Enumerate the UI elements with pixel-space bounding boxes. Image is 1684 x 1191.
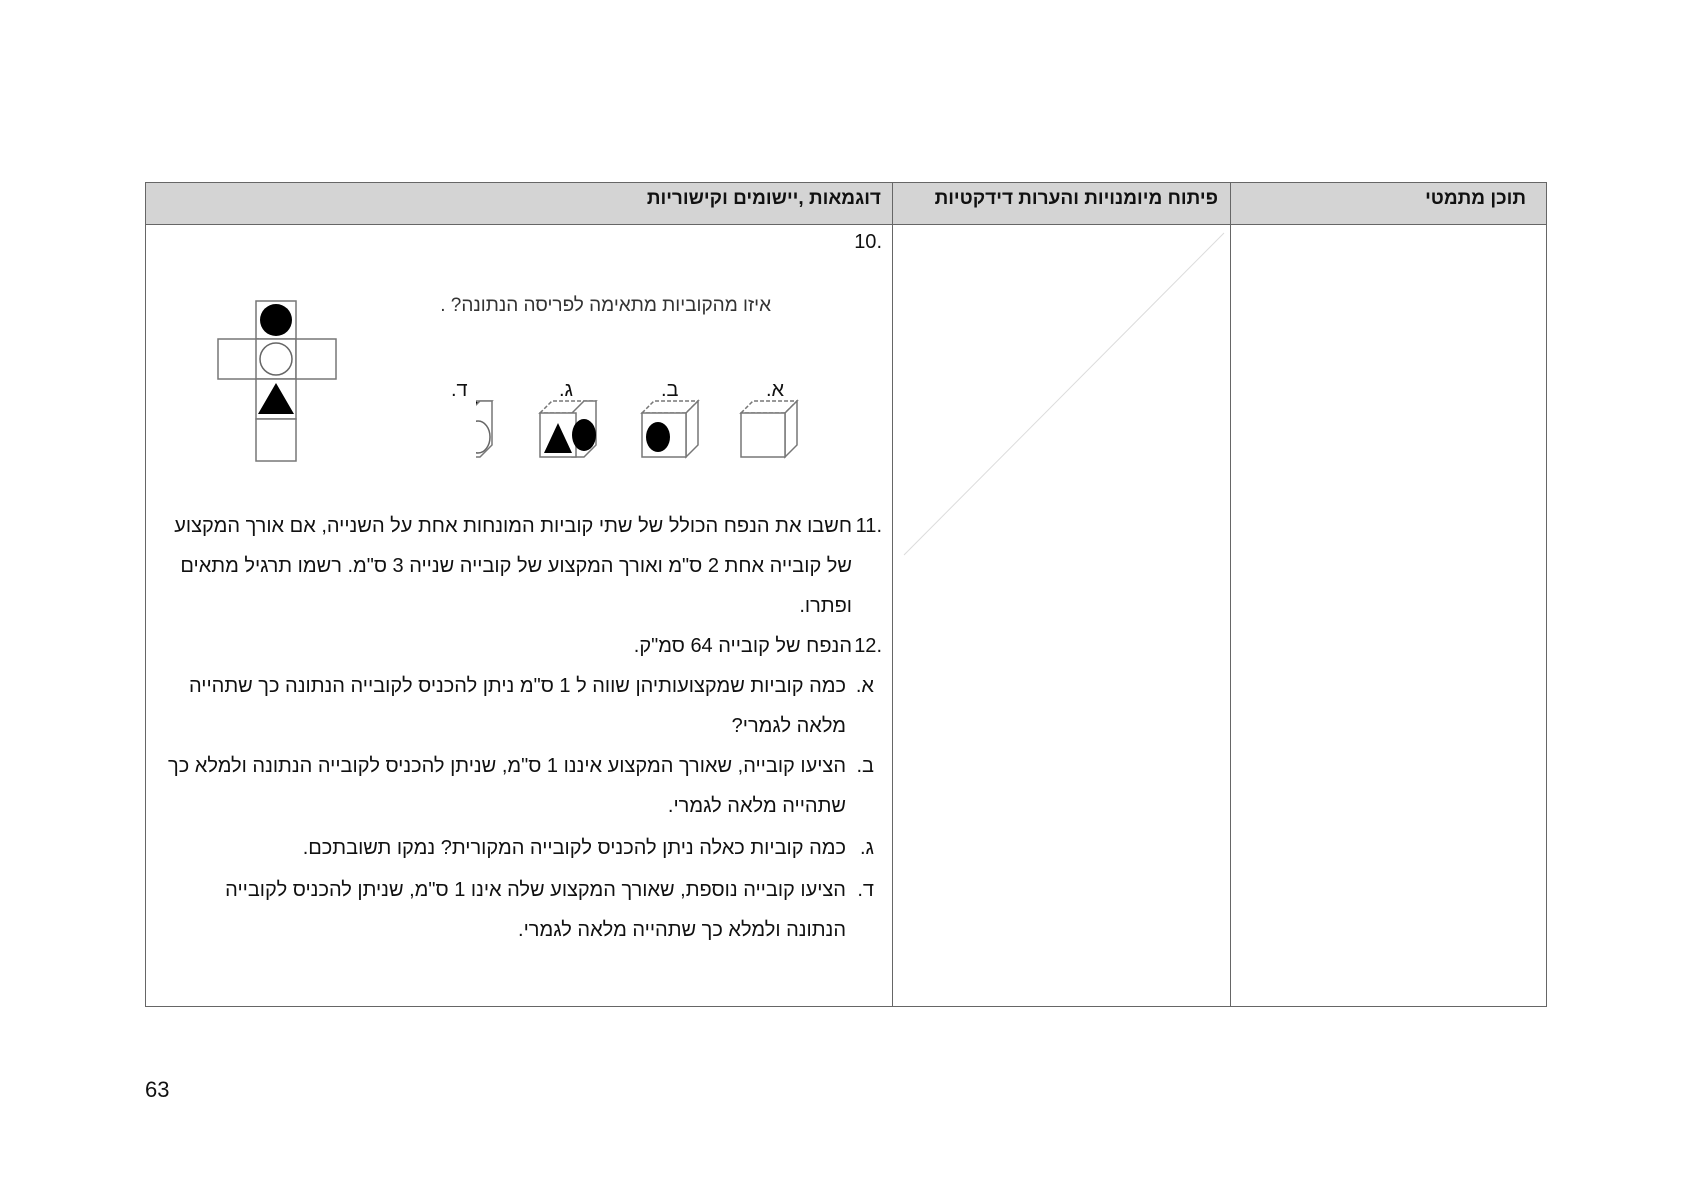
question-12-item-d-line-2: הנתונה ולמלא כך שתהייה מלאה לגמרי. — [518, 919, 846, 941]
question-10-text: איזו מהקוביות מתאימה לפריסה הנתונה? . — [440, 295, 771, 316]
cube-options-diagram — [476, 393, 826, 473]
cube-option-c — [540, 401, 596, 457]
question-12-item-d-line-1: הציעו קובייה נוספת, שאורך המקצוע שלה אינו 1 ס"מ, שניתן להכניס לקובייה — [225, 879, 846, 901]
page-number: 63 — [145, 1077, 170, 1102]
question-12-item-b-mark: ב. — [856, 755, 874, 777]
table-header-row — [146, 183, 1546, 225]
option-label-a: א. — [766, 379, 785, 401]
option-label-b: ב. — [661, 379, 679, 401]
question-12-item-c-line-1: כמה קוביות כאלה ניתן להכניס לקובייה המקורית? נמקו תשובתכם. — [302, 837, 846, 859]
curriculum-table — [145, 182, 1547, 1007]
question-12-item-b-line-1: הציעו קובייה, שאורך המקצוע איננו 1 ס"מ, שניתן להכניס לקובייה הנתונה ולמלא כך — [168, 755, 846, 777]
question-12-item-b-line-2: שתהייה מלאה לגמרי. — [667, 795, 846, 817]
cube-option-d — [476, 399, 492, 457]
column-divider — [892, 183, 893, 1006]
question-11-number: .11 — [855, 515, 882, 537]
question-12-intro: הנפח של קובייה 64 סמ"ק. — [633, 635, 852, 657]
question-10-number: .10 — [854, 231, 882, 253]
question-12-number: .12 — [854, 635, 882, 657]
question-12-item-c-mark: ג. — [859, 837, 874, 859]
header-examples-applications: דוגמאות ,יישומים וקישוריות — [646, 188, 881, 209]
question-12-item-a-mark: א. — [855, 675, 874, 697]
question-11-line-3: ופתרו. — [799, 595, 852, 617]
question-12-item-a-line-2: מלאה לגמרי? — [731, 715, 846, 737]
cube-option-b — [642, 401, 698, 457]
question-11-line-1: חשבו את הנפח הכולל של שתי קוביות המונחות אחת על השנייה, אם אורך המקצוע — [174, 515, 852, 537]
header-math-content: תוכן מתמטי — [1425, 188, 1526, 209]
cube-option-a — [741, 401, 797, 457]
option-label-d: ד. — [451, 379, 468, 401]
faint-diagonal-line — [894, 225, 1230, 785]
column-divider — [1230, 183, 1231, 1006]
option-label-c: ג. — [559, 379, 574, 401]
cube-net-diagram — [216, 299, 340, 465]
question-12-item-a-line-1: כמה קוביות שמקצועותיהן שווה ל 1 ס"מ ניתן להכניס לקובייה הנתונה כך שתהייה — [188, 675, 846, 697]
header-skills-notes: פיתוח מיומנויות והערות דידקטיות — [934, 188, 1218, 209]
question-12-item-d-mark: ד. — [857, 879, 874, 901]
question-11-line-2: של קובייה אחת 2 ס"מ ואורך המקצוע של קובייה שנייה 3 ס"מ. רשמו תרגיל מתאים — [180, 555, 852, 577]
